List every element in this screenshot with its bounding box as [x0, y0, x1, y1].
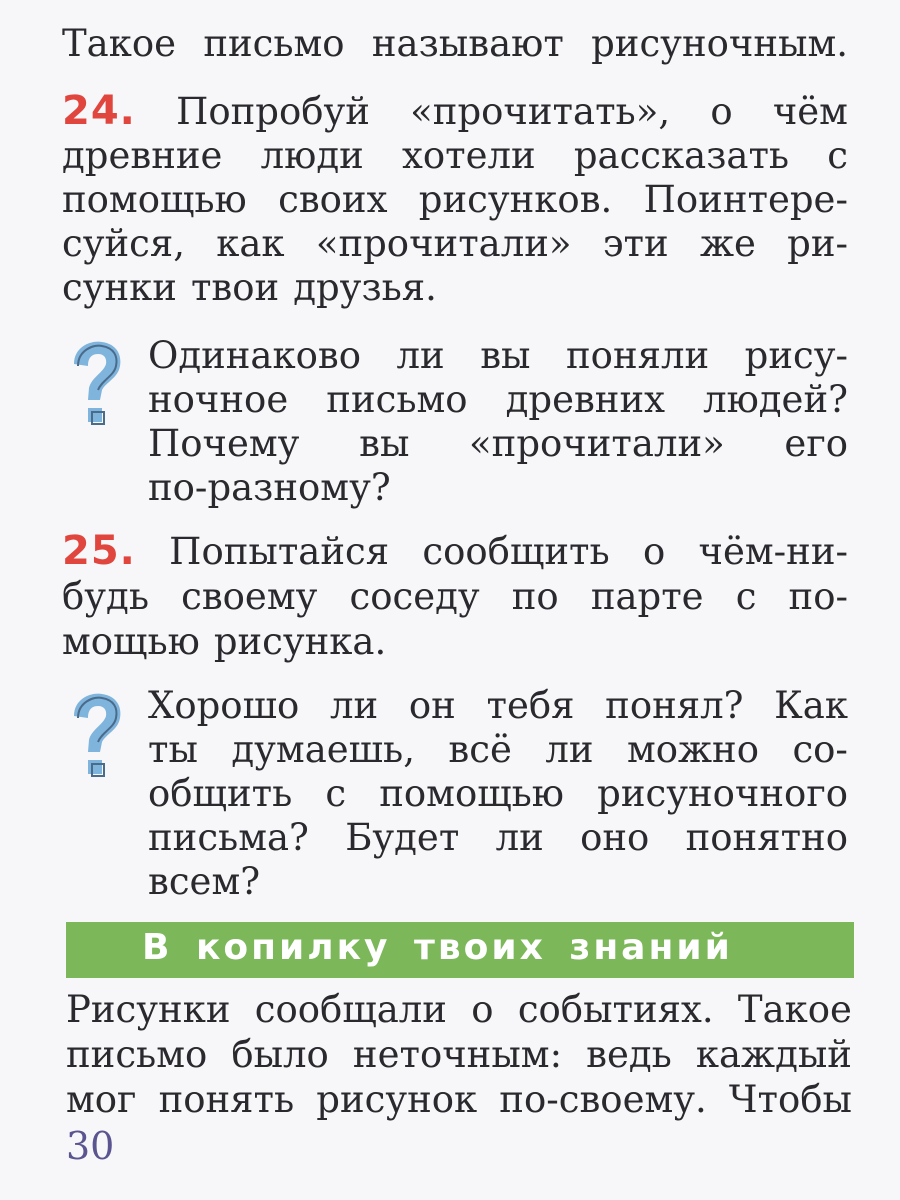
word: общить [148, 772, 293, 815]
task-24-line-4 [62, 222, 848, 265]
word: письмо [203, 22, 345, 65]
question-2-line-4 [148, 816, 848, 859]
word: люди [260, 134, 364, 177]
word: своих [278, 178, 388, 221]
word: сообщали [254, 988, 447, 1031]
question-2-line-2 [148, 728, 848, 771]
word: людей? [703, 378, 848, 421]
word: о [710, 90, 733, 133]
word: Чтобы [728, 1078, 852, 1121]
word: его [784, 422, 848, 465]
word: с [827, 134, 848, 177]
word: ли [329, 684, 379, 727]
word: сообщить [422, 530, 610, 573]
word: Рисунки [66, 988, 231, 1031]
word: помощью [379, 772, 564, 815]
word: «прочитать», [410, 90, 671, 133]
word: он [408, 684, 456, 727]
word: по-своему. [499, 1078, 707, 1121]
word: рисуночного [597, 772, 848, 815]
word: о [471, 988, 494, 1031]
question-1-line-1 [148, 334, 848, 377]
word: с [325, 772, 347, 815]
word: будь [62, 575, 149, 618]
word: «прочитали» [469, 422, 725, 465]
word: тебя [486, 684, 575, 727]
word: событиях. [517, 988, 714, 1031]
word: ли [545, 728, 594, 771]
task-number: 25. [62, 528, 136, 574]
word: каждый [695, 1033, 852, 1076]
word: своему [181, 575, 318, 618]
word: же [699, 222, 756, 265]
word: ведь [586, 1033, 672, 1076]
text-line [62, 22, 848, 65]
word: мог [66, 1078, 137, 1121]
word: эти [602, 222, 669, 265]
word: ты [148, 728, 198, 771]
task-25-line-3 [62, 620, 848, 663]
task-24-line-1 [62, 90, 848, 133]
question-2-line-3 [148, 772, 848, 815]
word: древние [62, 134, 223, 177]
question-icon [64, 338, 128, 430]
word: письмо [326, 378, 468, 421]
word: вы [359, 422, 410, 465]
word: называют [371, 22, 564, 65]
word: рису- [744, 334, 848, 377]
word: Почему [148, 422, 300, 465]
task-25-line-2 [62, 575, 848, 618]
word: «прочитали» [315, 222, 572, 265]
word: неточным: [352, 1033, 563, 1076]
word: Хорошо [148, 684, 300, 727]
word: Попробуй [176, 90, 370, 133]
word: думаешь, [231, 728, 415, 771]
word: понятно [685, 816, 848, 859]
word: с [735, 575, 757, 618]
knowledge-line-1 [66, 988, 852, 1031]
word: по- [788, 575, 848, 618]
task-24-line-3 [62, 178, 848, 221]
word: как [216, 222, 285, 265]
question-2-line-5 [148, 860, 848, 903]
word: всё [448, 728, 512, 771]
word: Такое [737, 988, 852, 1031]
word: по-разному? [148, 466, 391, 509]
word: чём [772, 90, 848, 133]
word: рассказать [573, 134, 790, 177]
knowledge-line-2 [66, 1033, 852, 1076]
word: письма? [148, 816, 309, 859]
word: со- [792, 728, 848, 771]
knowledge-line-3 [66, 1078, 852, 1121]
task-number: 24. [62, 88, 136, 134]
word: понял? [605, 684, 744, 727]
banner-title: В копилку твоих знаний [142, 927, 733, 968]
question-1-line-3 [148, 422, 848, 465]
word: суйся, [62, 222, 185, 265]
word: сунки [62, 266, 177, 309]
word: Будет [345, 816, 460, 859]
word: ли [495, 816, 544, 859]
word: рисунка. [213, 620, 387, 663]
task-25-line-1 [62, 530, 848, 573]
knowledge-banner [66, 922, 854, 978]
word: понять [158, 1078, 295, 1121]
question-1-line-2 [148, 378, 848, 421]
word: Как [774, 684, 848, 727]
word: рисунков. [418, 178, 613, 221]
word: мощью [62, 620, 200, 663]
question-2-line-1 [148, 684, 848, 727]
word: ночное [148, 378, 289, 421]
word: вы [480, 334, 531, 377]
word: помощью [62, 178, 247, 221]
word: можно [626, 728, 759, 771]
word: ри- [787, 222, 848, 265]
word: рисунок [316, 1078, 478, 1121]
question-1-line-4 [148, 466, 848, 509]
word: поняли [566, 334, 710, 377]
word: по [511, 575, 559, 618]
word: твои [190, 266, 280, 309]
word: Попытайся [169, 530, 390, 573]
task-24-line-2 [62, 134, 848, 177]
word: письмо [66, 1033, 208, 1076]
word: о [642, 530, 666, 573]
word: было [231, 1033, 329, 1076]
word: чём-ни- [698, 530, 848, 573]
word: всем? [148, 860, 261, 903]
word: Такое [62, 22, 177, 65]
page-number: 30 [66, 1124, 115, 1168]
task-24-line-5 [62, 266, 848, 309]
word: соседу [349, 575, 480, 618]
word: Одинаково [148, 334, 362, 377]
word: древних [505, 378, 665, 421]
word: рисуночным. [591, 22, 848, 65]
word: Поинтере- [643, 178, 848, 221]
word: друзья. [293, 266, 437, 309]
word: ли [396, 334, 445, 377]
word: оно [580, 816, 650, 859]
question-icon [64, 690, 128, 782]
word: парте [590, 575, 704, 618]
word: хотели [401, 134, 536, 177]
